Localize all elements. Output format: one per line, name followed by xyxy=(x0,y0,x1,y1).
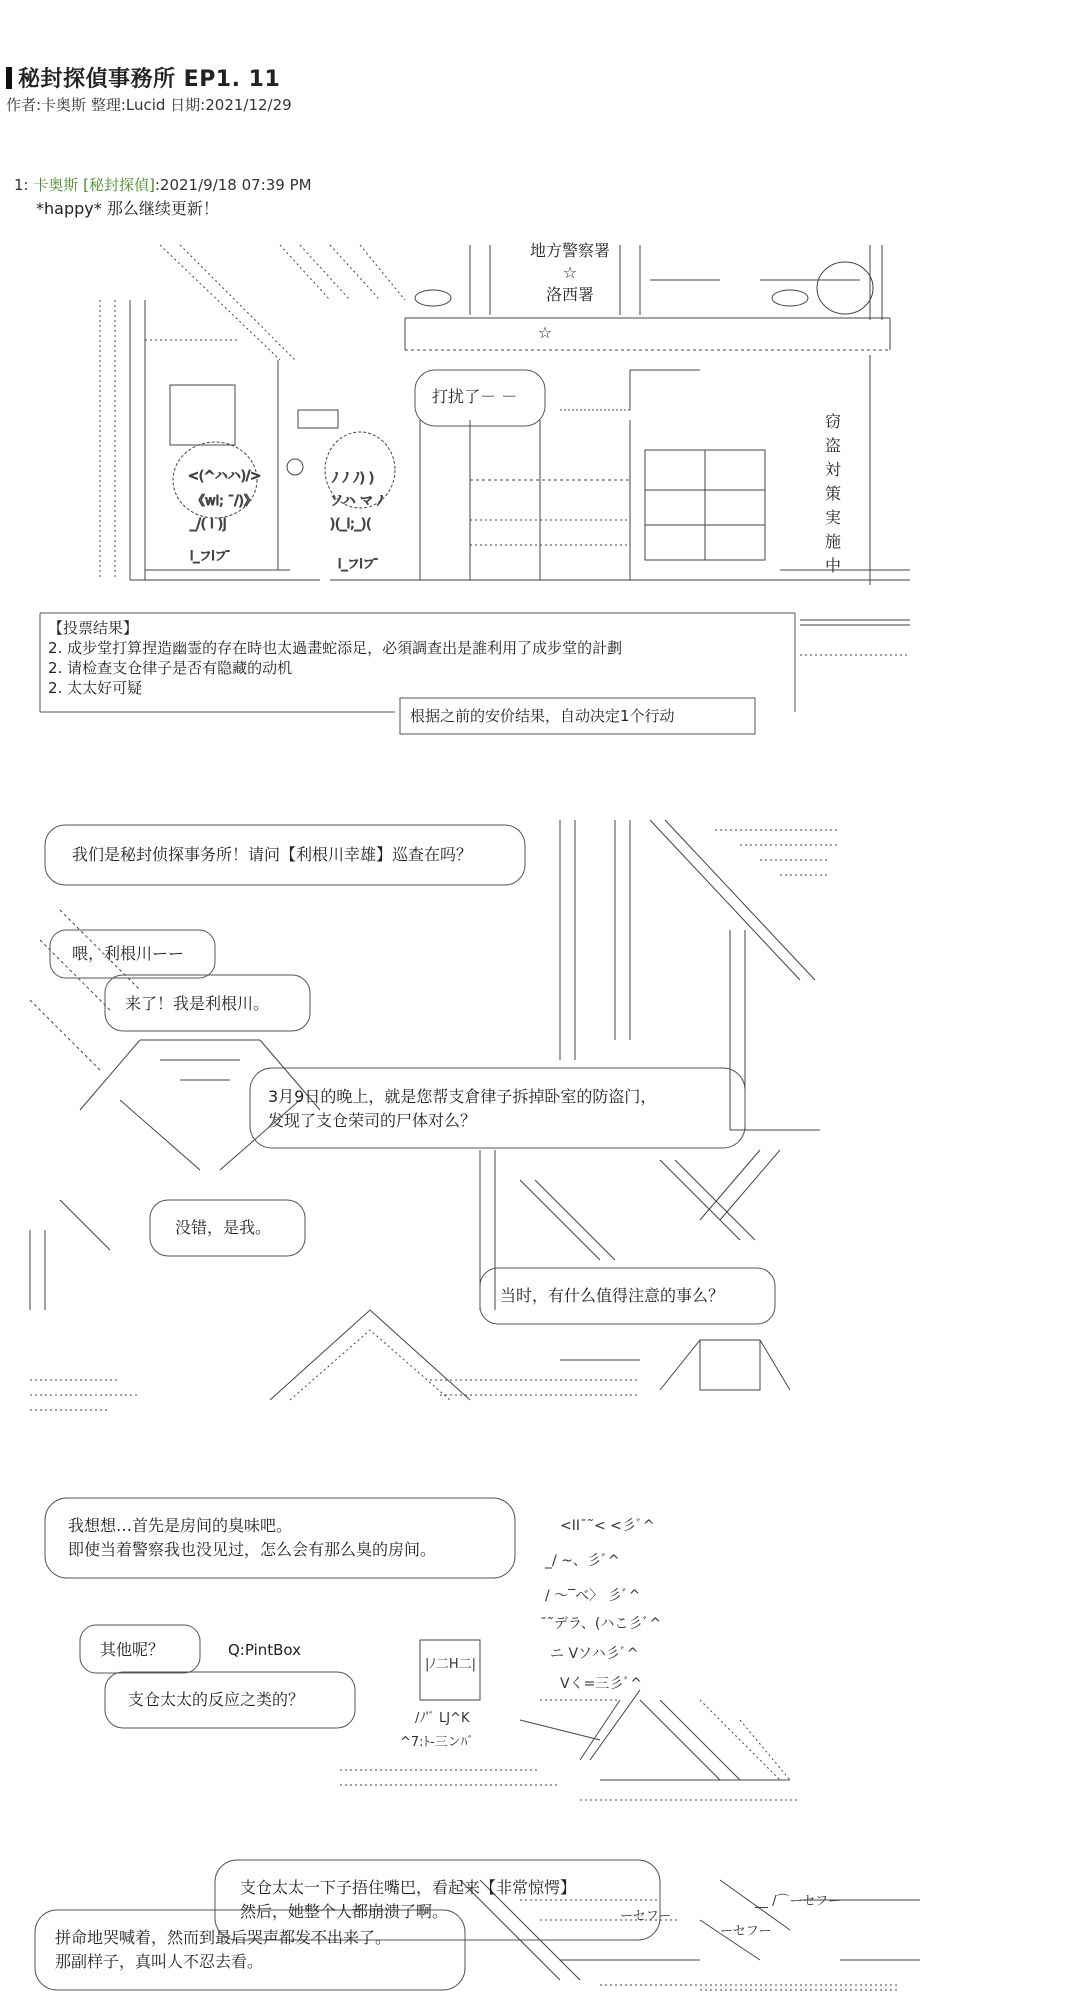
dialogue-q4: 其他呢？ xyxy=(100,1640,165,1659)
svg-text:ーセフー: ーセフー xyxy=(720,1924,772,1939)
dialogue-a6 xyxy=(55,1926,391,1974)
vote-result-box xyxy=(48,618,788,698)
scene1-art xyxy=(100,245,910,655)
dialogue-a5 xyxy=(240,1876,576,1924)
post-intro: *happy* 那么继续更新！ xyxy=(36,199,219,218)
svg-text:《wi; ˉ/)》: 《wi; ˉ/)》 xyxy=(192,494,257,509)
dialogue-a6-line1: 拼命地哭喊着，然而到最后哭声都发不出来了。 xyxy=(55,1928,392,1947)
title-text: 秘封探偵事務所 EP1. 11 xyxy=(18,67,281,92)
dialogue-q2-line2: 发现了支仓荣司的尸体对么？ xyxy=(268,1111,477,1130)
quote-credit: Q:PintBox xyxy=(228,1641,302,1659)
police-sign-star: ☆ xyxy=(562,263,578,282)
page-meta: 作者:卡奥斯 整理:Lucid 日期:2021/12/29 xyxy=(6,96,292,114)
svg-text:Vく=三彡ﾞ^: Vく=三彡ﾞ^ xyxy=(560,1676,643,1692)
dialogue-a2: 来了！我是利根川。 xyxy=(125,994,270,1013)
svg-text:<IIˉ˜< <彡ﾞ^: <IIˉ˜< <彡ﾞ^ xyxy=(560,1518,655,1534)
svg-text:i_フiフ ̄: i_フiフ ̄ xyxy=(190,549,231,563)
police-sign xyxy=(500,240,640,306)
vote-item-3: 2. 太太好可疑 xyxy=(48,679,143,697)
svg-text:^7:ﾄ-三ンﾊﾞ: ^7:ﾄ-三ンﾊﾞ xyxy=(400,1735,474,1750)
dialogue-q1: 我们是秘封侦探事务所！请问【利根川幸雄】巡查在吗？ xyxy=(72,845,473,864)
dialogue-q2 xyxy=(268,1085,656,1133)
police-sign-line1: 地方警察署 xyxy=(529,241,610,260)
svg-text:ニ Vソハ彡ﾞ^: ニ Vソハ彡ﾞ^ xyxy=(550,1646,639,1662)
greeting-bubble: 打扰了－ － xyxy=(432,387,518,406)
svg-text:/ﾉ'ﾞ LJ^K: /ﾉ'ﾞ LJ^K xyxy=(415,1711,470,1726)
svg-text:|ﾉ二H二|: |ﾉ二H二| xyxy=(425,1657,477,1672)
vote-title: 【投票结果】 xyxy=(48,619,139,637)
svg-text:ˉ˜デラ、(ハこ彡ﾞ^: ˉ˜デラ、(ハこ彡ﾞ^ xyxy=(540,1616,662,1632)
dialogue-a5-line1: 支仓太太一下子捂住嘴巴，看起来【非常惊愕】 xyxy=(240,1878,577,1897)
svg-text:<(^ハハ)/>: <(^ハハ)/> xyxy=(188,469,262,484)
dialogue-q2-line1: 3月9日的晚上，就是您帮支倉律子拆掉卧室的防盗门， xyxy=(268,1087,657,1106)
dialogue-a1: 喂，利根川ーー xyxy=(72,944,185,963)
svg-text:)(_i;_)(: )(_i;_)( xyxy=(330,517,372,532)
vote-item-1: 2. 成步堂打算捏造幽霊的存在時也太過畫蛇添足，必須調查出是誰利用了成步堂的計劃 xyxy=(48,639,623,657)
dialogue-a4 xyxy=(68,1514,436,1562)
svg-text:/ ～‾ベ〉 彡ﾞ^: / ～‾ベ〉 彡ﾞ^ xyxy=(545,1588,641,1604)
svg-text:__ /⌒ーセフー: __ /⌒ーセフー xyxy=(755,1894,841,1909)
post-author[interactable]: 卡奥斯 [秘封探偵] xyxy=(33,176,155,194)
svg-text:_/( i )j: _/( i )j xyxy=(190,517,227,532)
svg-text:i_フiフ ̄: i_フiフ ̄ xyxy=(338,557,379,571)
dialogue-a4-line1: 我想想…首先是房间的臭味吧。 xyxy=(68,1516,293,1535)
vote-item-2: 2. 请检查支仓律子是否有隐藏的动机 xyxy=(48,659,293,677)
roof-star: ☆ xyxy=(537,323,553,342)
theft-banner: 窃盗対策実施中 xyxy=(824,412,841,575)
dialogue-q3: 当时，有什么值得注意的事么？ xyxy=(500,1286,725,1305)
dialogue-q5: 支仓太太的反应之类的？ xyxy=(128,1690,305,1709)
svg-text:ーセフー: ーセフー xyxy=(620,1909,672,1924)
dialogue-a4-line2: 即使当着警察我也没见过，怎么会有那么臭的房间。 xyxy=(68,1540,437,1559)
svg-text:ソハ マ ﾉ: ソハ マ ﾉ xyxy=(330,494,384,509)
dialogue-a5-line2: 然后，她整个人都崩溃了啊。 xyxy=(240,1902,449,1921)
post-index: 1: xyxy=(14,176,29,194)
dialogue-a3: 没错，是我。 xyxy=(175,1218,272,1237)
police-sign-line2: 洛西署 xyxy=(545,285,594,304)
post-timestamp: :2021/9/18 07:39 PM xyxy=(154,176,312,194)
svg-text:ﾉ ﾉ ﾉ) ): ﾉ ﾉ ﾉ) ) xyxy=(332,471,375,486)
vote-note: 根据之前的安价结果，自动决定1个行动 xyxy=(410,707,675,725)
svg-text:_/ ~、彡ﾞ^: _/ ~、彡ﾞ^ xyxy=(545,1553,620,1569)
dialogue-a6-line2: 那副样子，真叫人不忍去看。 xyxy=(55,1952,264,1971)
